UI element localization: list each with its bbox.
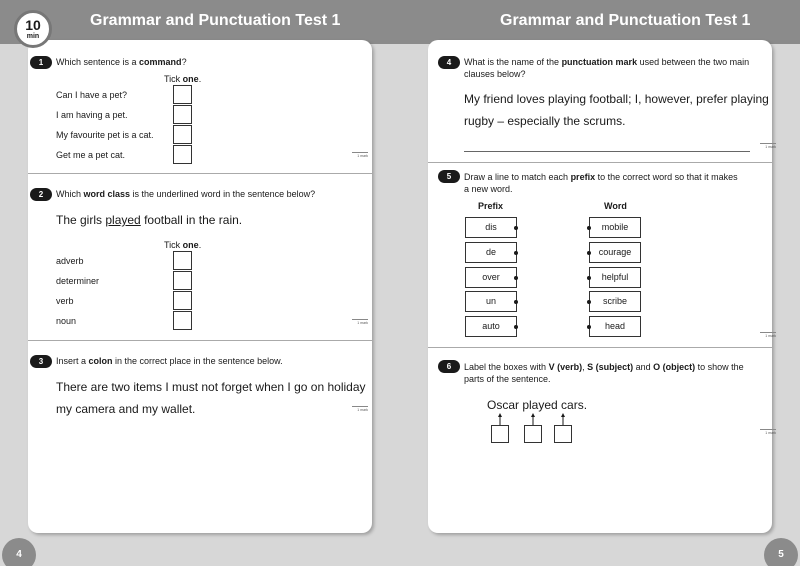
page-title-right: Grammar and Punctuation Test 1	[500, 12, 751, 29]
option-label: noun	[56, 316, 77, 326]
divider	[428, 347, 772, 348]
tick-one-label: Tick one.	[164, 240, 202, 250]
question-number-5: 5	[438, 170, 460, 183]
divider	[28, 340, 372, 341]
mark-label: 1 mark	[352, 406, 368, 412]
page-title-left: Grammar and Punctuation Test 1	[90, 12, 341, 29]
option-label: Can I have a pet?	[56, 90, 128, 100]
question-4-sentence-line-1: My friend loves playing football; I, however, prefer playing	[464, 92, 769, 106]
page-number-right: 5	[764, 538, 798, 566]
question-3-sentence-line-1: There are two items I must not forget when I go on holiday	[56, 380, 366, 394]
question-6-prompt-line-2: parts of the sentence.	[464, 374, 551, 384]
word-box: scribe	[589, 291, 641, 312]
tick-box[interactable]	[173, 125, 192, 144]
label-box[interactable]	[554, 425, 572, 443]
word-box: head	[589, 316, 641, 337]
prefix-box: dis	[465, 217, 517, 238]
mark-label: 1 mark	[760, 429, 776, 435]
timer-icon	[14, 10, 52, 48]
word-box: courage	[589, 242, 641, 263]
tick-one-label: Tick one.	[164, 74, 202, 84]
question-2-prompt: Which word class is the underlined word in the sentence below?	[56, 189, 316, 199]
answer-line[interactable]	[464, 151, 750, 152]
match-dot[interactable]	[514, 325, 518, 329]
word-header: Word	[604, 201, 627, 211]
page-number-left: 4	[2, 538, 36, 566]
question-4-prompt-line-2: clauses below?	[464, 69, 526, 79]
prefix-box: de	[465, 242, 517, 263]
divider	[28, 173, 372, 174]
question-4-sentence-line-2: rugby – especially the scrums.	[464, 114, 626, 128]
question-2-sentence: The girls played football in the rain.	[56, 213, 243, 227]
option-label: verb	[56, 296, 74, 306]
question-number-2: 2	[30, 188, 52, 201]
match-dot[interactable]	[587, 325, 591, 329]
right-page	[428, 40, 776, 533]
question-4-prompt: What is the name of the punctuation mark used between the two main	[464, 57, 750, 67]
question-6-sentence: Oscar played cars.	[487, 398, 588, 412]
word-box: helpful	[589, 267, 641, 288]
prefix-box: auto	[465, 316, 517, 337]
mark-label: 1 mark	[352, 319, 368, 325]
match-dot[interactable]	[514, 300, 518, 304]
option-label: determiner	[56, 276, 100, 286]
option-label: Get me a pet cat.	[56, 150, 126, 160]
match-dot[interactable]	[587, 276, 591, 280]
tick-box[interactable]	[173, 251, 192, 270]
option-label: adverb	[56, 256, 84, 266]
match-dot[interactable]	[514, 276, 518, 280]
mark-label: 1 mark	[760, 143, 776, 149]
tick-box[interactable]	[173, 271, 192, 290]
option-label: I am having a pet.	[56, 110, 128, 120]
match-dot[interactable]	[587, 226, 591, 230]
timer-value: 10	[25, 17, 41, 33]
tick-box[interactable]	[173, 145, 192, 164]
timer-unit: min	[26, 33, 40, 40]
question-3-prompt: Insert a colon in the correct place in the sentence below.	[56, 356, 283, 366]
match-dot[interactable]	[587, 300, 591, 304]
question-5-prompt-line-2: a new word.	[464, 184, 513, 194]
question-3-sentence-line-2: my camera and my wallet.	[56, 402, 196, 416]
mark-label: 1 mark	[352, 152, 368, 158]
prefix-box: over	[465, 267, 517, 288]
tick-box[interactable]	[173, 85, 192, 104]
question-6-prompt: Label the boxes with V (verb), S (subject) and O (object) to show the	[464, 362, 744, 372]
prefix-box: un	[465, 291, 517, 312]
label-box[interactable]	[491, 425, 509, 443]
left-page	[28, 40, 372, 533]
question-number-4: 4	[438, 56, 460, 69]
mark-label: 1 mark	[760, 332, 776, 338]
question-number-1: 1	[30, 56, 52, 69]
prefix-header: Prefix	[478, 201, 504, 211]
divider	[428, 162, 772, 163]
tick-box[interactable]	[173, 311, 192, 330]
tick-box[interactable]	[173, 105, 192, 124]
question-1-prompt: Which sentence is a command?	[56, 57, 187, 67]
question-5-prompt: Draw a line to match each prefix to the correct word so that it makes	[464, 172, 738, 182]
match-dot[interactable]	[514, 226, 518, 230]
match-dot[interactable]	[587, 251, 591, 255]
tick-box[interactable]	[173, 291, 192, 310]
match-dot[interactable]	[514, 251, 518, 255]
question-number-3: 3	[30, 355, 52, 368]
option-label: My favourite pet is a cat.	[56, 130, 154, 140]
label-box[interactable]	[524, 425, 542, 443]
question-number-6: 6	[438, 360, 460, 373]
word-box: mobile	[589, 217, 641, 238]
